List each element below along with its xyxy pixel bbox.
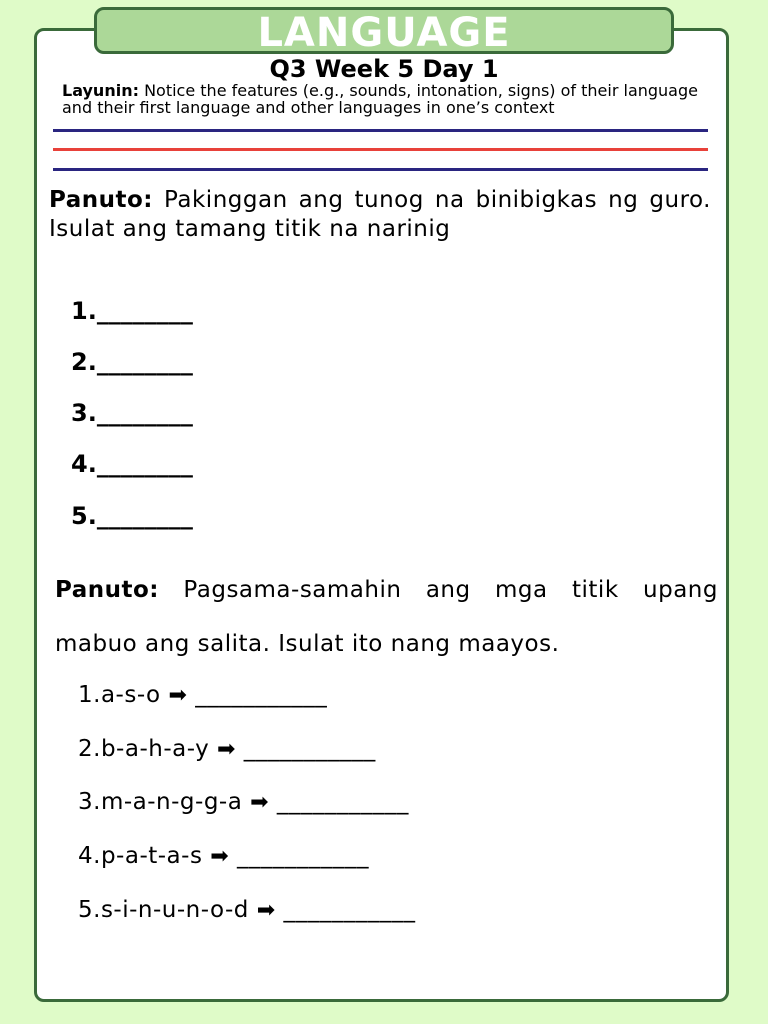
answer-line: ___________	[195, 682, 328, 708]
instruction-combine	[55, 563, 718, 671]
title-banner	[94, 7, 674, 54]
instruction-listen	[49, 186, 711, 244]
page-title: LANGUAGE	[257, 10, 511, 56]
answer-line: ___________	[283, 897, 416, 923]
answer-line: ___________	[237, 843, 369, 869]
letters: 5.s-i-n-u-n-o-d	[78, 897, 249, 923]
word-item-1	[78, 681, 327, 710]
answer-blank-1: 1.________	[71, 297, 193, 325]
answer-blank-3: 3.________	[71, 399, 193, 427]
instruction-label: Panuto:	[55, 577, 160, 603]
week-heading: Q3 Week 5 Day 1	[269, 55, 499, 83]
objective-label: Layunin:	[62, 81, 139, 100]
instruction-text: Pakinggan ang tunog na binibigkas ng guro. Isulat ang tamang titik na narinig	[49, 187, 711, 242]
letters: 4.p-a-t-a-s	[78, 843, 203, 869]
divider-red	[53, 148, 708, 151]
word-item-5	[78, 896, 415, 925]
arrow-right-icon: ➡	[217, 737, 236, 762]
divider-blue-bottom	[53, 168, 708, 171]
answer-blank-2: 2.________	[71, 348, 193, 376]
word-item-4	[78, 842, 369, 871]
answer-line: ___________	[276, 789, 409, 815]
answer-blank-4: 4.________	[71, 450, 193, 478]
letters: 2.b-a-h-a-y	[78, 736, 210, 762]
objective	[62, 82, 712, 116]
letters: 1.a-s-o	[78, 682, 161, 708]
objective-text: Notice the features (e.g., sounds, intonation, signs) of their language and their first language and other languages in one’s context	[62, 81, 698, 117]
word-item-2	[78, 735, 376, 764]
arrow-right-icon: ➡	[210, 844, 230, 869]
answer-blank-5: 5.________	[71, 502, 193, 530]
word-item-3	[78, 788, 409, 817]
answer-line: ___________	[243, 736, 376, 762]
divider-blue-top	[53, 129, 708, 132]
letters: 3.m-a-n-g-g-a	[78, 789, 243, 815]
instruction-label: Panuto:	[49, 187, 154, 213]
arrow-right-icon: ➡	[168, 683, 188, 708]
arrow-right-icon: ➡	[250, 790, 270, 815]
instruction-text: Pagsama-samahin ang mga titik upang mabuo ang salita. Isulat ito nang maayos.	[55, 577, 718, 657]
arrow-right-icon: ➡	[256, 898, 276, 923]
